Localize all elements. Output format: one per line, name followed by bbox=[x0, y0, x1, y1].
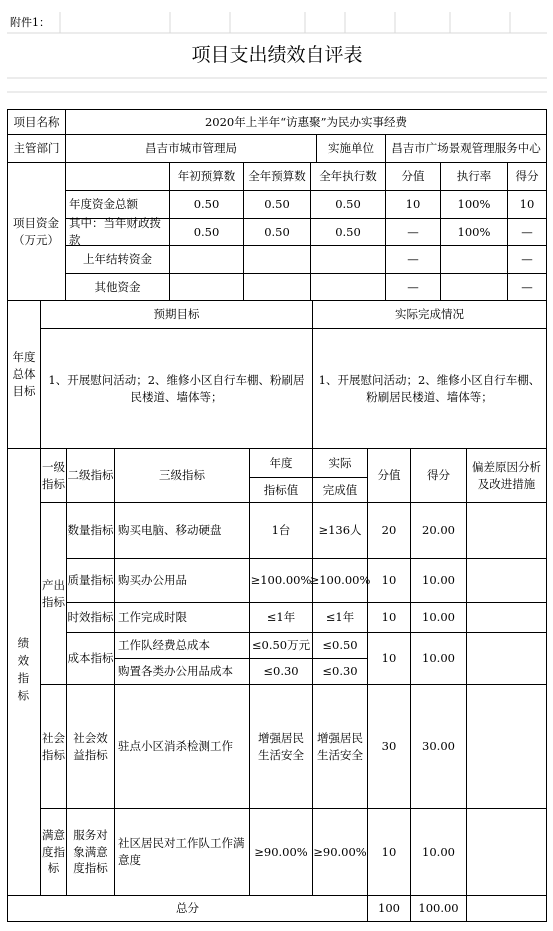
funds-header: 执行率 bbox=[456, 169, 492, 184]
perf-header-year-sub: 指标值 bbox=[263, 482, 299, 497]
funds-cell: — bbox=[521, 252, 533, 267]
table-row-value: 10 bbox=[381, 573, 397, 588]
table-row-l3: 驻点小区消杀检测工作 bbox=[118, 739, 233, 754]
table-row-l2: 时效指标 bbox=[67, 610, 114, 625]
total-value: 100 bbox=[378, 901, 400, 916]
perf-header-l3: 三级指标 bbox=[159, 468, 205, 483]
perf-header-score: 得分 bbox=[427, 468, 450, 483]
funds-header: 全年执行数 bbox=[319, 169, 377, 184]
perf-header-actual-sub: 完成值 bbox=[322, 482, 358, 497]
funds-cell: 0.50 bbox=[193, 224, 220, 239]
table-row-value: 20 bbox=[381, 523, 397, 538]
funds-cell: — bbox=[407, 279, 419, 294]
table-row-l2: 数量指标 bbox=[67, 523, 114, 538]
perf-header-year: 年度 bbox=[269, 455, 293, 470]
table-row-value: 10 bbox=[381, 844, 397, 859]
planned-goal-header: 预期目标 bbox=[153, 307, 200, 322]
table-row-target: ≥90.00% bbox=[254, 844, 308, 859]
table-row-target: ≤1年 bbox=[266, 610, 296, 625]
table-row-l3: 购买办公用品 bbox=[118, 573, 187, 588]
table-row-actual: 增强居民生活安全 bbox=[317, 730, 363, 762]
table-row-actual: ≤1年 bbox=[325, 610, 355, 625]
funds-cell: 0.50 bbox=[264, 197, 290, 212]
table-row-actual: ≥100.00% bbox=[309, 573, 371, 588]
funds-label: 项目资金（万元） bbox=[13, 215, 59, 247]
page-title: 项目支出绩效自评表 bbox=[191, 43, 363, 66]
funds-cell: 0.50 bbox=[335, 197, 361, 212]
impl-label: 实施单位 bbox=[328, 141, 374, 156]
table-row-l3: 工作完成时限 bbox=[118, 610, 187, 625]
attachment-label: 附件1： bbox=[10, 15, 50, 29]
funds-row-name: 年度资金总额 bbox=[69, 197, 138, 212]
funds-row-name: 其中：当年财政拨款 bbox=[69, 216, 161, 247]
funds-header: 年初预算数 bbox=[177, 169, 236, 184]
perf-header-actual: 实际 bbox=[328, 455, 352, 470]
table-row-l2: 成本指标 bbox=[67, 651, 114, 666]
funds-header: 得分 bbox=[515, 169, 539, 184]
table-row-l3: 工作队经费总成本 bbox=[118, 638, 210, 653]
table-row-l3: 购置各类办公用品成本 bbox=[118, 664, 233, 679]
funds-header: 全年预算数 bbox=[248, 169, 306, 184]
funds-cell: 0.50 bbox=[335, 224, 361, 239]
perf-label: 绩效指标 bbox=[16, 637, 31, 707]
funds-cell: — bbox=[407, 252, 419, 267]
table-row-score: 20.00 bbox=[422, 523, 455, 538]
funds-cell: — bbox=[407, 224, 419, 239]
table-row-actual: ≥90.00% bbox=[313, 844, 367, 859]
funds-cell: 100% bbox=[457, 197, 491, 212]
funds-cell: — bbox=[521, 279, 533, 294]
project-name-value: 2020年上半年“访惠聚”为民办实事经费 bbox=[204, 114, 408, 129]
table-row-actual: ≤0.30 bbox=[322, 664, 358, 679]
perf-header-l2: 二级指标 bbox=[67, 468, 114, 483]
total-label: 总分 bbox=[176, 901, 199, 916]
table-row-score: 10.00 bbox=[422, 651, 455, 666]
funds-cell: — bbox=[521, 224, 533, 239]
table-row-score: 10.00 bbox=[422, 844, 455, 859]
table-row-l3: 社区居民对工作队工作满意度 bbox=[118, 836, 245, 867]
table-row-l3: 购买电脑、移动硬盘 bbox=[118, 523, 222, 538]
table-row-value: 10 bbox=[381, 610, 397, 625]
table-row-l2: 质量指标 bbox=[67, 573, 114, 588]
table-row-target: ≥100.00% bbox=[250, 573, 312, 588]
dept-label: 主管部门 bbox=[13, 141, 60, 156]
actual-goal-text: 1、开展慰问活动；2、维修小区自行车棚、粉刷居民楼道、墙体等； bbox=[318, 372, 541, 404]
table-row-target: 1台 bbox=[271, 523, 291, 538]
funds-row-name: 上年结转资金 bbox=[83, 252, 152, 267]
dept-value: 昌吉市城市管理局 bbox=[145, 141, 237, 156]
social-label: 社会指标 bbox=[42, 730, 65, 762]
actual-goal-header: 实际完成情况 bbox=[395, 307, 464, 322]
table-row-score: 10.00 bbox=[422, 610, 455, 625]
output-label: 产出指标 bbox=[42, 577, 65, 609]
funds-cell: 0.50 bbox=[264, 224, 290, 239]
planned-goal-text: 1、开展慰问活动；2、维修小区自行车棚、粉刷居民楼道、墙体等； bbox=[48, 372, 305, 404]
funds-header: 分值 bbox=[401, 169, 425, 184]
satisfaction-label: 满意度指标 bbox=[42, 827, 65, 876]
funds-cell: 0.50 bbox=[193, 197, 220, 212]
funds-cell: 10 bbox=[405, 197, 421, 212]
funds-cell: 100% bbox=[457, 224, 491, 239]
table-row-actual: ≥136人 bbox=[318, 523, 362, 538]
perf-header-deviation: 偏差原因分析及改进措施 bbox=[472, 459, 541, 491]
table-row-target: ≤0.30 bbox=[263, 664, 299, 679]
table-row-score: 30.00 bbox=[422, 739, 455, 754]
table-row-target: ≤0.50万元 bbox=[251, 638, 311, 653]
total-score: 100.00 bbox=[418, 901, 459, 916]
project-name-label: 项目名称 bbox=[13, 114, 60, 129]
table-row-l2: 服务对象满意度指标 bbox=[73, 827, 108, 876]
table-row-target: 增强居民生活安全 bbox=[258, 730, 304, 762]
goals-label: 年度总体目标 bbox=[12, 350, 36, 398]
table-row-value: 30 bbox=[381, 739, 397, 754]
impl-value: 昌吉市广场景观管理服务中心 bbox=[391, 141, 541, 156]
table-row-value: 10 bbox=[381, 651, 397, 666]
funds-row-name: 其他资金 bbox=[94, 279, 141, 294]
perf-header-value: 分值 bbox=[377, 468, 401, 483]
table-row-actual: ≤0.50 bbox=[322, 638, 358, 653]
funds-cell: 10 bbox=[519, 197, 535, 212]
perf-header-l1: 一级指标 bbox=[42, 459, 65, 491]
table-row-score: 10.00 bbox=[422, 573, 455, 588]
table-row-l2: 社会效益指标 bbox=[73, 730, 108, 762]
